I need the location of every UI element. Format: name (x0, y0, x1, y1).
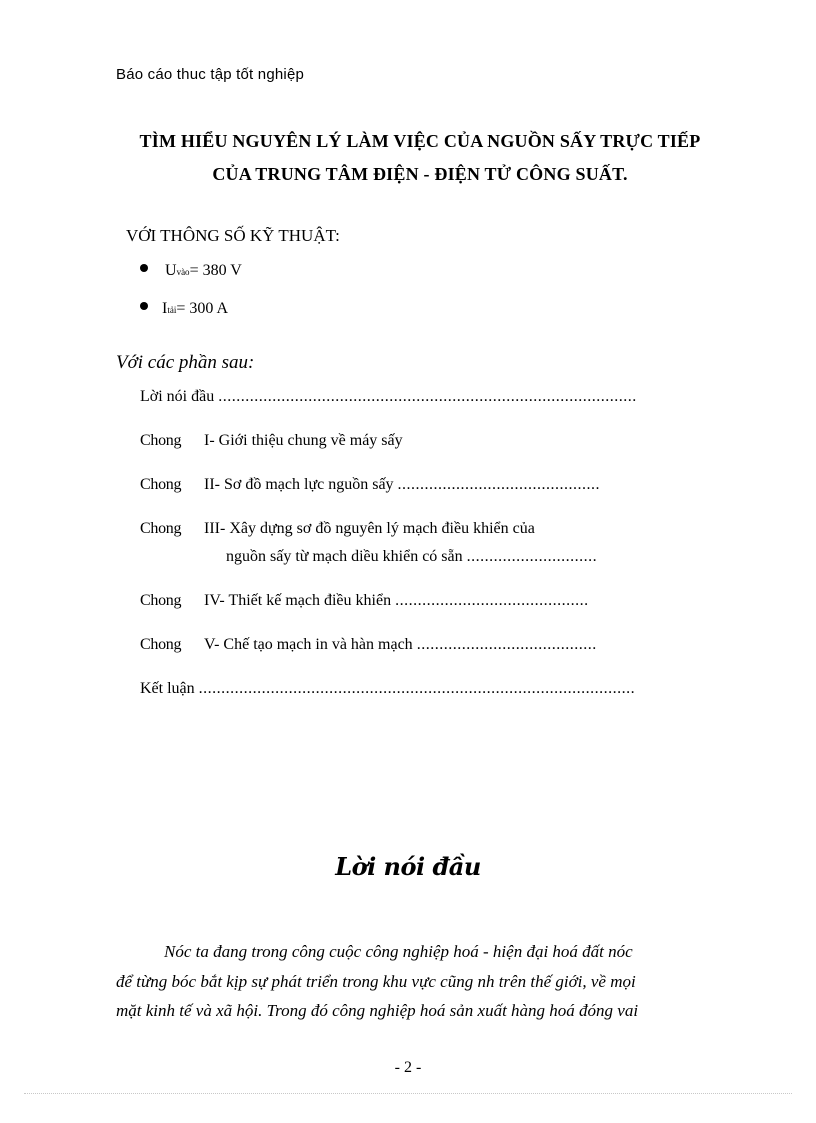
spec-subscript: vào (176, 267, 190, 277)
bullet-icon (140, 302, 148, 310)
toc-entry-chapter-5 (140, 636, 597, 654)
specs-heading: VỚI THÔNG SỐ KỸ THUẬT: (126, 226, 340, 245)
toc-entry-text: V- Chế tạo mạch in và hàn mạch (204, 636, 413, 653)
toc-entry-intro (140, 388, 637, 406)
spec-value: = 380 V (189, 262, 242, 279)
toc-leader-dots: ................................................................................................. (198, 680, 636, 697)
toc-chapter-label: Chong (140, 520, 182, 537)
toc-entry-chapter-4 (140, 592, 589, 610)
spec-item-current (140, 300, 228, 318)
toc-leader-dots: ........................................... (395, 592, 589, 609)
toc-leader-dots: ............................................. (397, 476, 601, 493)
toc-entry-text: Kết luận (140, 680, 195, 697)
parts-heading: Với các phần sau: (116, 352, 255, 373)
toc-entry-chapter-3 (140, 520, 535, 538)
toc-entry-text: IV- Thiết kế mạch điều khiển (204, 592, 392, 609)
toc-chapter-label: Chong (140, 476, 182, 493)
toc-entry-chapter-1 (140, 432, 403, 450)
toc-chapter-label: Chong (140, 432, 182, 449)
toc-entry-conclusion (140, 680, 635, 698)
toc-entry-text: nguồn sấy từ mạch diều khiển có sẵn (226, 548, 463, 565)
spec-symbol: I (162, 300, 168, 317)
toc-chapter-label: Chong (140, 636, 182, 653)
toc-leader-dots: ............................................................................................. (218, 388, 637, 405)
report-header-note: Báo cáo thuc tập tốt nghiệp (116, 66, 305, 83)
toc-entry-text: III- Xây dựng sơ đồ nguyên lý mạch điều khiển của (204, 520, 535, 537)
toc-entry-text: II- Sơ đồ mạch lực nguồn sấy (204, 476, 394, 493)
document-title-line-1: TÌM HIỂU NGUYÊN LÝ LÀM VIỆC CỦA NGUỒN SẤY TRỰC TIẾP (139, 131, 701, 151)
spec-symbol: U (165, 262, 177, 279)
toc-leader-dots: ........................................ (416, 636, 597, 653)
bullet-icon (140, 264, 148, 272)
spec-subscript: tải (167, 305, 177, 315)
toc-leader-dots: ............................. (466, 548, 598, 565)
spec-value: = 300 A (176, 300, 229, 317)
toc-entry-chapter-2 (140, 476, 600, 494)
page-number: - 2 - (394, 1059, 422, 1076)
toc-chapter-label: Chong (140, 592, 182, 609)
toc-entry-text: Lời nói đầu (140, 388, 215, 405)
intro-heading: Lời nói đầu (335, 852, 481, 881)
intro-paragraph-line-3: mặt kinh tế và xã hội. Trong đó công nghiệp hoá sản xuất hàng hoá đóng vai (116, 1001, 639, 1020)
toc-entry-text: I- Giới thiệu chung về máy sấy (204, 432, 403, 449)
page-bottom-divider (24, 1093, 792, 1094)
spec-item-voltage (140, 262, 242, 280)
document-title-line-2: CỦA TRUNG TÂM ĐIỆN - ĐIỆN TỬ CÔNG SUẤT. (212, 164, 628, 184)
intro-paragraph-line-2: để từng bóc bắt kịp sự phát triển trong khu vực cũng nh trên thế giới, về mọi (116, 972, 636, 991)
toc-entry-chapter-3-continued (226, 548, 597, 566)
intro-paragraph-line-1: Nóc ta đang trong công cuộc công nghiệp hoá - hiện đại hoá đất nóc (164, 942, 633, 961)
